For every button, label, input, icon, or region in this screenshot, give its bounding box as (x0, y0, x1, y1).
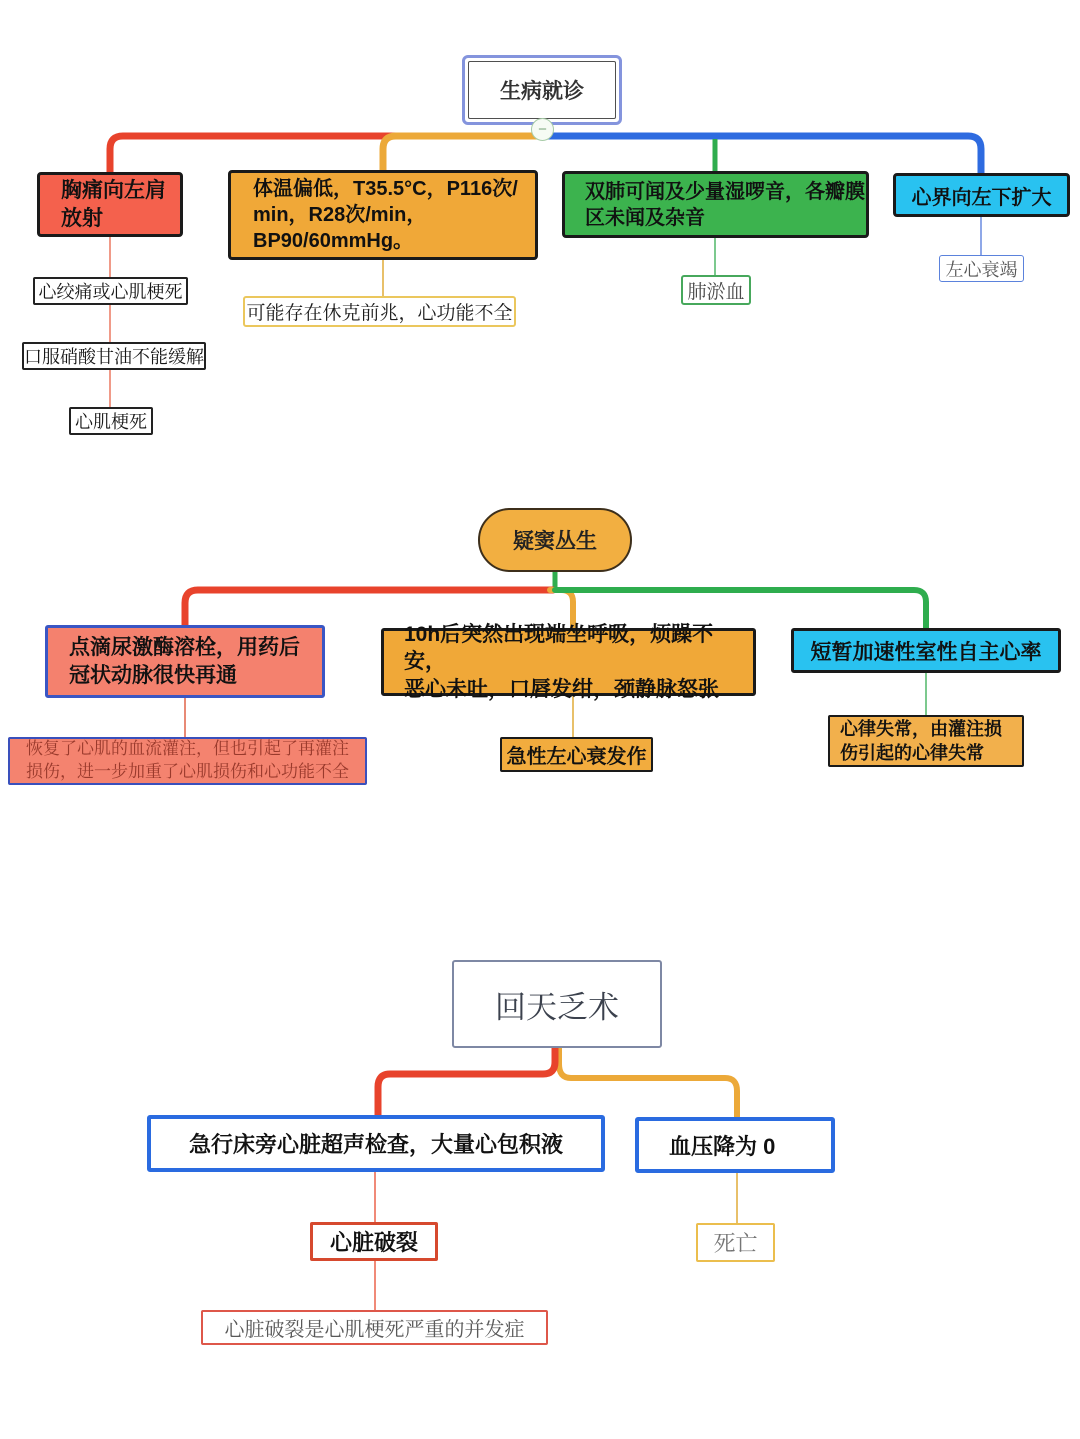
branch-red-3 (378, 1048, 555, 1117)
node-orthopnea-onset[interactable] (381, 623, 756, 701)
node-lung-rales[interactable] (562, 171, 869, 238)
branch-red-1 (110, 136, 537, 172)
thrombo-line2: 冠状动脉很快再通 (69, 663, 237, 687)
lungs-line1: 双肺可闻及少量湿啰音，各瓣膜 (585, 180, 865, 203)
node-bedside-ultrasound[interactable]: 急行床旁心脏超声检查，大量心包积液 (147, 1115, 605, 1172)
minus-glyph: − (538, 121, 547, 138)
collapse-minus-icon[interactable] (531, 118, 554, 141)
node-death[interactable]: 死亡 (696, 1223, 775, 1262)
node-chest-pain[interactable] (37, 172, 183, 237)
node-reperfusion-injury[interactable] (8, 737, 367, 785)
arrhythmia-line2: 伤引起的心律失常 (840, 743, 984, 763)
chest-pain-line2: 放射 (61, 206, 103, 230)
vitals-line3: BP90/60mmHg。 (253, 230, 414, 252)
dyspnea-line2: 恶心未吐，口唇发绀，颈静脉怒张 (404, 677, 719, 701)
arrhythmia-line1: 心律失常，由灌注损 (840, 718, 1002, 739)
reperfusion-line2: 损伤，进一步加重了心肌损伤和心功能不全 (26, 762, 349, 781)
dyspnea-line1: 10h后突然出现端坐呼吸，烦躁不安， (404, 623, 714, 674)
lungs-line2: 区未闻及杂音 (585, 206, 705, 229)
node-nitroglycerin-no-relief[interactable]: 口服硝酸甘油不能缓解 (22, 342, 206, 370)
node-sick-visit[interactable] (462, 55, 622, 125)
node-vital-signs[interactable] (228, 170, 538, 260)
branch-yellow-3 (559, 1048, 737, 1119)
node-cardiac-rupture[interactable]: 心脏破裂 (310, 1222, 438, 1261)
node-pulmonary-congestion[interactable]: 肺淤血 (681, 275, 751, 305)
node-beyond-saving[interactable]: 回天乏术 (452, 960, 662, 1048)
node-left-heart-failure[interactable]: 左心衰竭 (939, 255, 1024, 282)
node-arrhythmia-note[interactable] (828, 715, 1024, 767)
node-angina-or-mi[interactable]: 心绞痛或心肌梗死 (33, 277, 188, 305)
thrombo-line1: 点滴尿激酶溶栓，用药后 (69, 635, 300, 659)
node-sick-visit-label: 生病就诊 (468, 61, 616, 119)
branch-blue-1 (542, 136, 981, 173)
node-heart-border-enlarged[interactable]: 心界向左下扩大 (893, 173, 1070, 217)
branch-yellow-1 (383, 136, 542, 170)
vitals-line1: 体温偏低，T35.5°C，P116次/ (253, 178, 518, 200)
node-shock-warning[interactable]: 可能存在休克前兆，心功能不全 (243, 296, 516, 327)
node-myocardial-infarction[interactable]: 心肌梗死 (69, 407, 153, 435)
reperfusion-line1: 恢复了心肌的血流灌注，但也引起了再灌注 (26, 739, 349, 759)
chest-pain-line1: 胸痛向左肩 (61, 178, 166, 202)
node-acute-left-heart-failure[interactable]: 急性左心衰发作 (500, 737, 653, 772)
node-accelerated-idioventricular-rhythm[interactable]: 短暂加速性室性自主心率 (791, 628, 1061, 673)
node-urokinase-thrombolysis[interactable] (45, 625, 325, 698)
node-doubts-arise[interactable]: 疑窦丛生 (478, 508, 632, 572)
node-bp-drops-to-zero[interactable]: 血压降为 0 (635, 1117, 835, 1173)
vitals-line2: min，R28次/min， (253, 204, 427, 226)
node-cardiac-rupture-note[interactable]: 心脏破裂是心肌梗死严重的并发症 (201, 1310, 548, 1345)
